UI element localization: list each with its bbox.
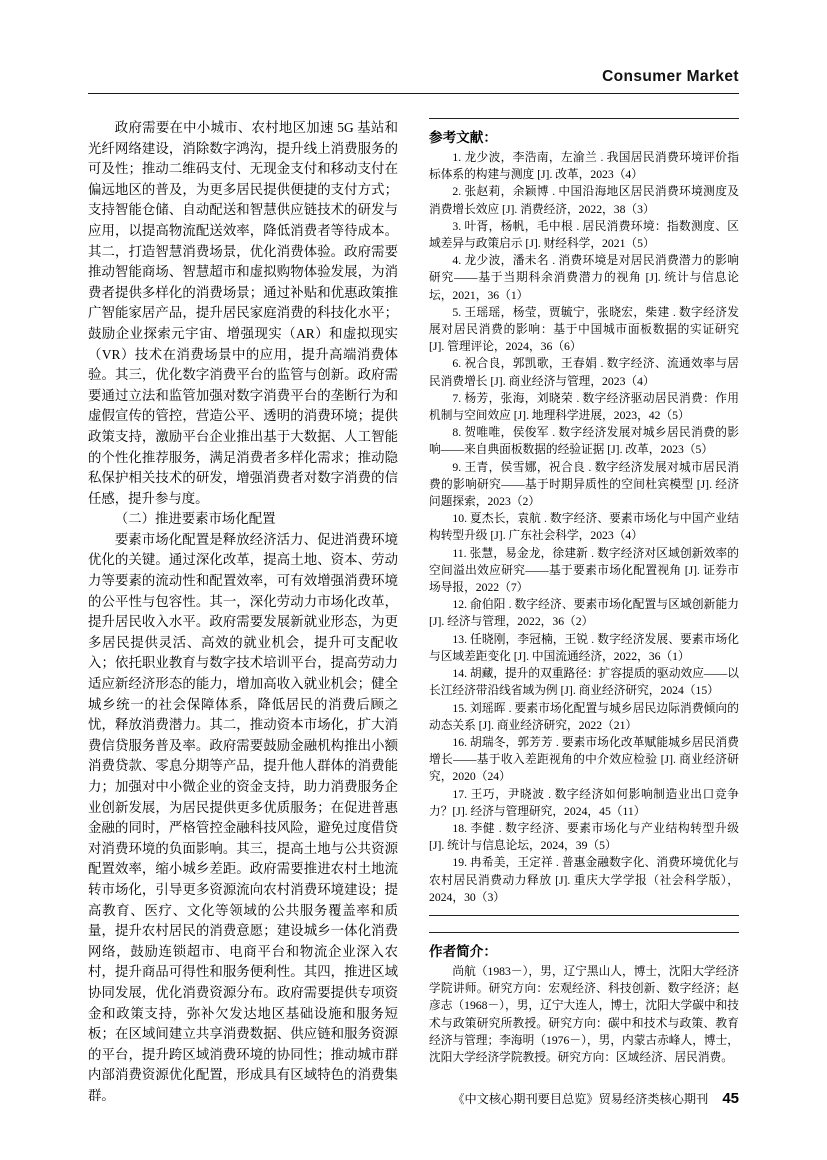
body-paragraph: 政府需要在中小城市、农村地区加速 5G 基站和光纤网络建设，消除数字鸿沟，提升线上消费服务的可及性；推动二维码支付、无现金支付和移动支付在偏远地区的普及，为更多居民提供便捷的支付方式；支持智能仓储、自动配送和智慧供应链技术的研发与应用，以提高物流配送效率，降低消费者等待成本。其二，打造智慧消费场景，优化消费体验。政府需要推动智能商场、智慧超市和虚拟购物体验发展，为消费者提供多样化的消费场景；通过补贴和优惠政策推广智能家居产品，提升居民家庭消费的科技化水平；鼓励企业探索元宇宙、增强现实（AR）和虚拟现实（VR）技术在消费场景中的应用，提升高端消费体验。其三，优化数字消费平台的监管与创新。政府需要通过立法和监管加强对数字消费平台的垄断行为和虚假宣传的管控，营造公平、透明的消费环境；提供政策支持，激励平台企业推出基于大数据、人工智能的个性化推荐服务，满足消费者多样化需求；推动隐私保护相关技术的研发，增强消费者对数字消费的信任感，提升参与度。 bbox=[88, 120, 398, 506]
body-paragraph: 要素市场化配置是释放经济活力、促进消费环境优化的关键。通过深化改革，提高土地、资本、劳动力等要素的流动性和配置效率，可有效增强消费环境的公平性与包容性。其一，深化劳动力市场化改革，提升居民收入水平。政府需要发展新就业形态，为更多居民提供灵活、高效的就业机会，提升可支配收入；依托职业教育与数字技术培训平台，提高劳动力适应新经济形态的能力，增加高收入就业机会；健全城乡统一的社会保障体系，降低居民的消费后顾之忧，释放消费潜力。其二，推动资本市场化，扩大消费信贷服务普及率。政府需要鼓励金融机构推出小额消费贷款、零息分期等产品，提升他人群体的消费能力；加强对中小微企业的资金支持，助力消费服务企业创新发展，为居民提供更多优质服务；在促进普惠金融的同时，严格管控金融科技风险，避免过度借贷对消费环境的负面影响。其三，提高土地与公共资源配置效率，缩小城乡差距。政府需要推进农村土地流转市场化，引导更多资源流向农村消费环境建设；提高教育、医疗、文化等领域的公共服务覆盖率和质量，提升农村居民的消费意愿；建设城乡一体化消费网络，鼓励连锁超市、电商平台和物流企业深入农村，提升商品可得性和服务便利性。其四，推进区域协同发展，优化消费资源分布。政府需要提供专项资金和政策支持，弥补欠发达地区基础设施和服务短板；在区域间建立共享消费数据、供应链和服务资源的平台，提升跨区域消费环境的协同性；推动城市群内部消费资源优化配置，形成具有区域特色的消费集群。 bbox=[88, 531, 398, 1103]
reference-item: 13. 任晓刚，李冠楠，王锐 . 数字经济发展、要素市场化与区域差距变化 [J]. 中国流通经济，2022，36（1） bbox=[429, 632, 739, 663]
right-column bbox=[429, 118, 739, 1066]
references-list bbox=[429, 149, 739, 906]
reference-item: 17. 王巧，尹晓波 . 数字经济如何影响制造业出口竞争力？[J]. 经济与管理研究，2024，45（11） bbox=[429, 787, 739, 818]
reference-item: 11. 张慧，易金龙，徐建新 . 数字经济对区域创新效率的空间溢出效应研究——基于要素市场化配置视角 [J]. 证券市场导报，2022（7） bbox=[429, 546, 739, 595]
page-header bbox=[88, 68, 739, 94]
reference-item: 8. 贺唯唯，侯俊军 . 数字经济发展对城乡居民消费的影响——来自典面板数据的经验证据 [J]. 改革，2023（5） bbox=[429, 426, 739, 457]
author-bio-section bbox=[429, 932, 739, 1066]
references-title: 参考文献： bbox=[429, 130, 497, 145]
reference-item: 1. 龙少波，李浩南，左渝兰 . 我国居民消费环境评价指标体系的构建与测度 [J]. 改革，2023（4） bbox=[429, 151, 739, 182]
reference-item: 18. 李健 . 数字经济、要素市场化与产业结构转型升级 [J]. 统计与信息论坛，2024，39（5） bbox=[429, 821, 739, 853]
reference-item: 6. 祝合良，郭凯歌，王春娟 . 数字经济、流通效率与居民消费增长 [J]. 商业经济与管理，2023（4） bbox=[429, 357, 739, 388]
reference-item: 10. 夏杰长，袁航 . 数字经济、要素市场化与中国产业结构转型升级 [J]. 广东社会科学，2023（4） bbox=[429, 512, 739, 543]
page-footer bbox=[88, 1088, 739, 1108]
reference-item: 14. 胡藏，提升的双重路径：扩容提质的驱动效应——以长江经济带沿线省域为例 [J]. 商业经济研究，2024（15） bbox=[429, 667, 739, 698]
reference-item: 19. 冉希美，王定祥 . 普惠金融数字化、消费环境优化与农村居民消费动力释放 [J]. 重庆大学学报（社会科学版），2024，30（3） bbox=[429, 856, 739, 904]
reference-item: 9. 王青，侯雪娜，祝合良 . 数字经济发展对城市居民消费的影响研究——基于时期异质性的空间杜宾模型 [J]. 经济问题探索，2023（2） bbox=[429, 460, 739, 509]
page-number: 45 bbox=[722, 1090, 739, 1107]
reference-item: 12. 俞伯阳 . 数字经济、要素市场化配置与区域创新能力 [J]. 经济与管理，2022，36（2） bbox=[429, 598, 739, 629]
reference-item: 2. 张赵莉，余颖博 . 中国沿海地区居民消费环境测度及消费增长效应 [J]. 消费经济，2022，38（3） bbox=[429, 185, 739, 216]
author-bio-item: 尚航（1983－），男，辽宁黑山人，博士，沈阳大学经济学院讲师。研究方向：宏观经济、科技创新、数字经济；赵彦志（1968－），男，辽宁大连人，博士，沈阳大学碳中和技术与政策研究所教授。研究方向：碳中和技术与政策、教育经济与管理；李海明（1976－），男，内蒙古赤峰人，博士，沈阳大学经济学院教授。研究方向：区域经济、居民消费。 bbox=[429, 964, 739, 1064]
header-divider bbox=[88, 93, 739, 94]
reference-item: 3. 叶胥，杨帆，毛中根 . 居民消费环境：指数测度、区域差异与政策启示 [J]. 财经科学，2021（5） bbox=[429, 219, 739, 251]
section-subheading: （二）推进要素市场化配置 bbox=[114, 511, 276, 527]
reference-item: 4. 龙少波，潘未名 . 消费环境是对居民消费潜力的影响研究——基于当期科余消费潜力的视角 [J]. 统计与信息论坛，2021，36（1） bbox=[429, 254, 739, 302]
footer-journal-note: 《中文核心期刊要目总览》贸易经济类核心期刊 bbox=[452, 1092, 709, 1106]
references-section bbox=[429, 118, 739, 916]
reference-item: 5. 王瑶瑶，杨莹，贾毓宁，张晓宏，柴建 . 数字经济发展对居民消费的影响：基于中国城市面板数据的实证研究 [J]. 管理评论，2024，36（6） bbox=[429, 305, 739, 354]
author-bio-list bbox=[429, 963, 739, 1066]
running-header-title: Consumer Market bbox=[602, 68, 739, 85]
left-column bbox=[88, 118, 398, 1107]
reference-item: 15. 刘瑶晖 . 要素市场化配置与城乡居民边际消费倾向的动态关系 [J]. 商业经济研究，2022（21） bbox=[429, 701, 739, 732]
footer-inner bbox=[452, 1090, 739, 1108]
reference-item: 7. 杨芳，张海，刘晓荣 . 数字经济驱动居民消费：作用机制与空间效应 [J]. 地理科学进展，2023，42（5） bbox=[429, 391, 739, 423]
author-bio-title: 作者简介： bbox=[429, 943, 497, 959]
reference-item: 16. 胡瑞冬，郭芳芳 . 要素市场化改革赋能城乡居民消费增长——基于收入差距视角的中介效应检验 [J]. 商业经济研究，2020（24） bbox=[429, 735, 739, 784]
